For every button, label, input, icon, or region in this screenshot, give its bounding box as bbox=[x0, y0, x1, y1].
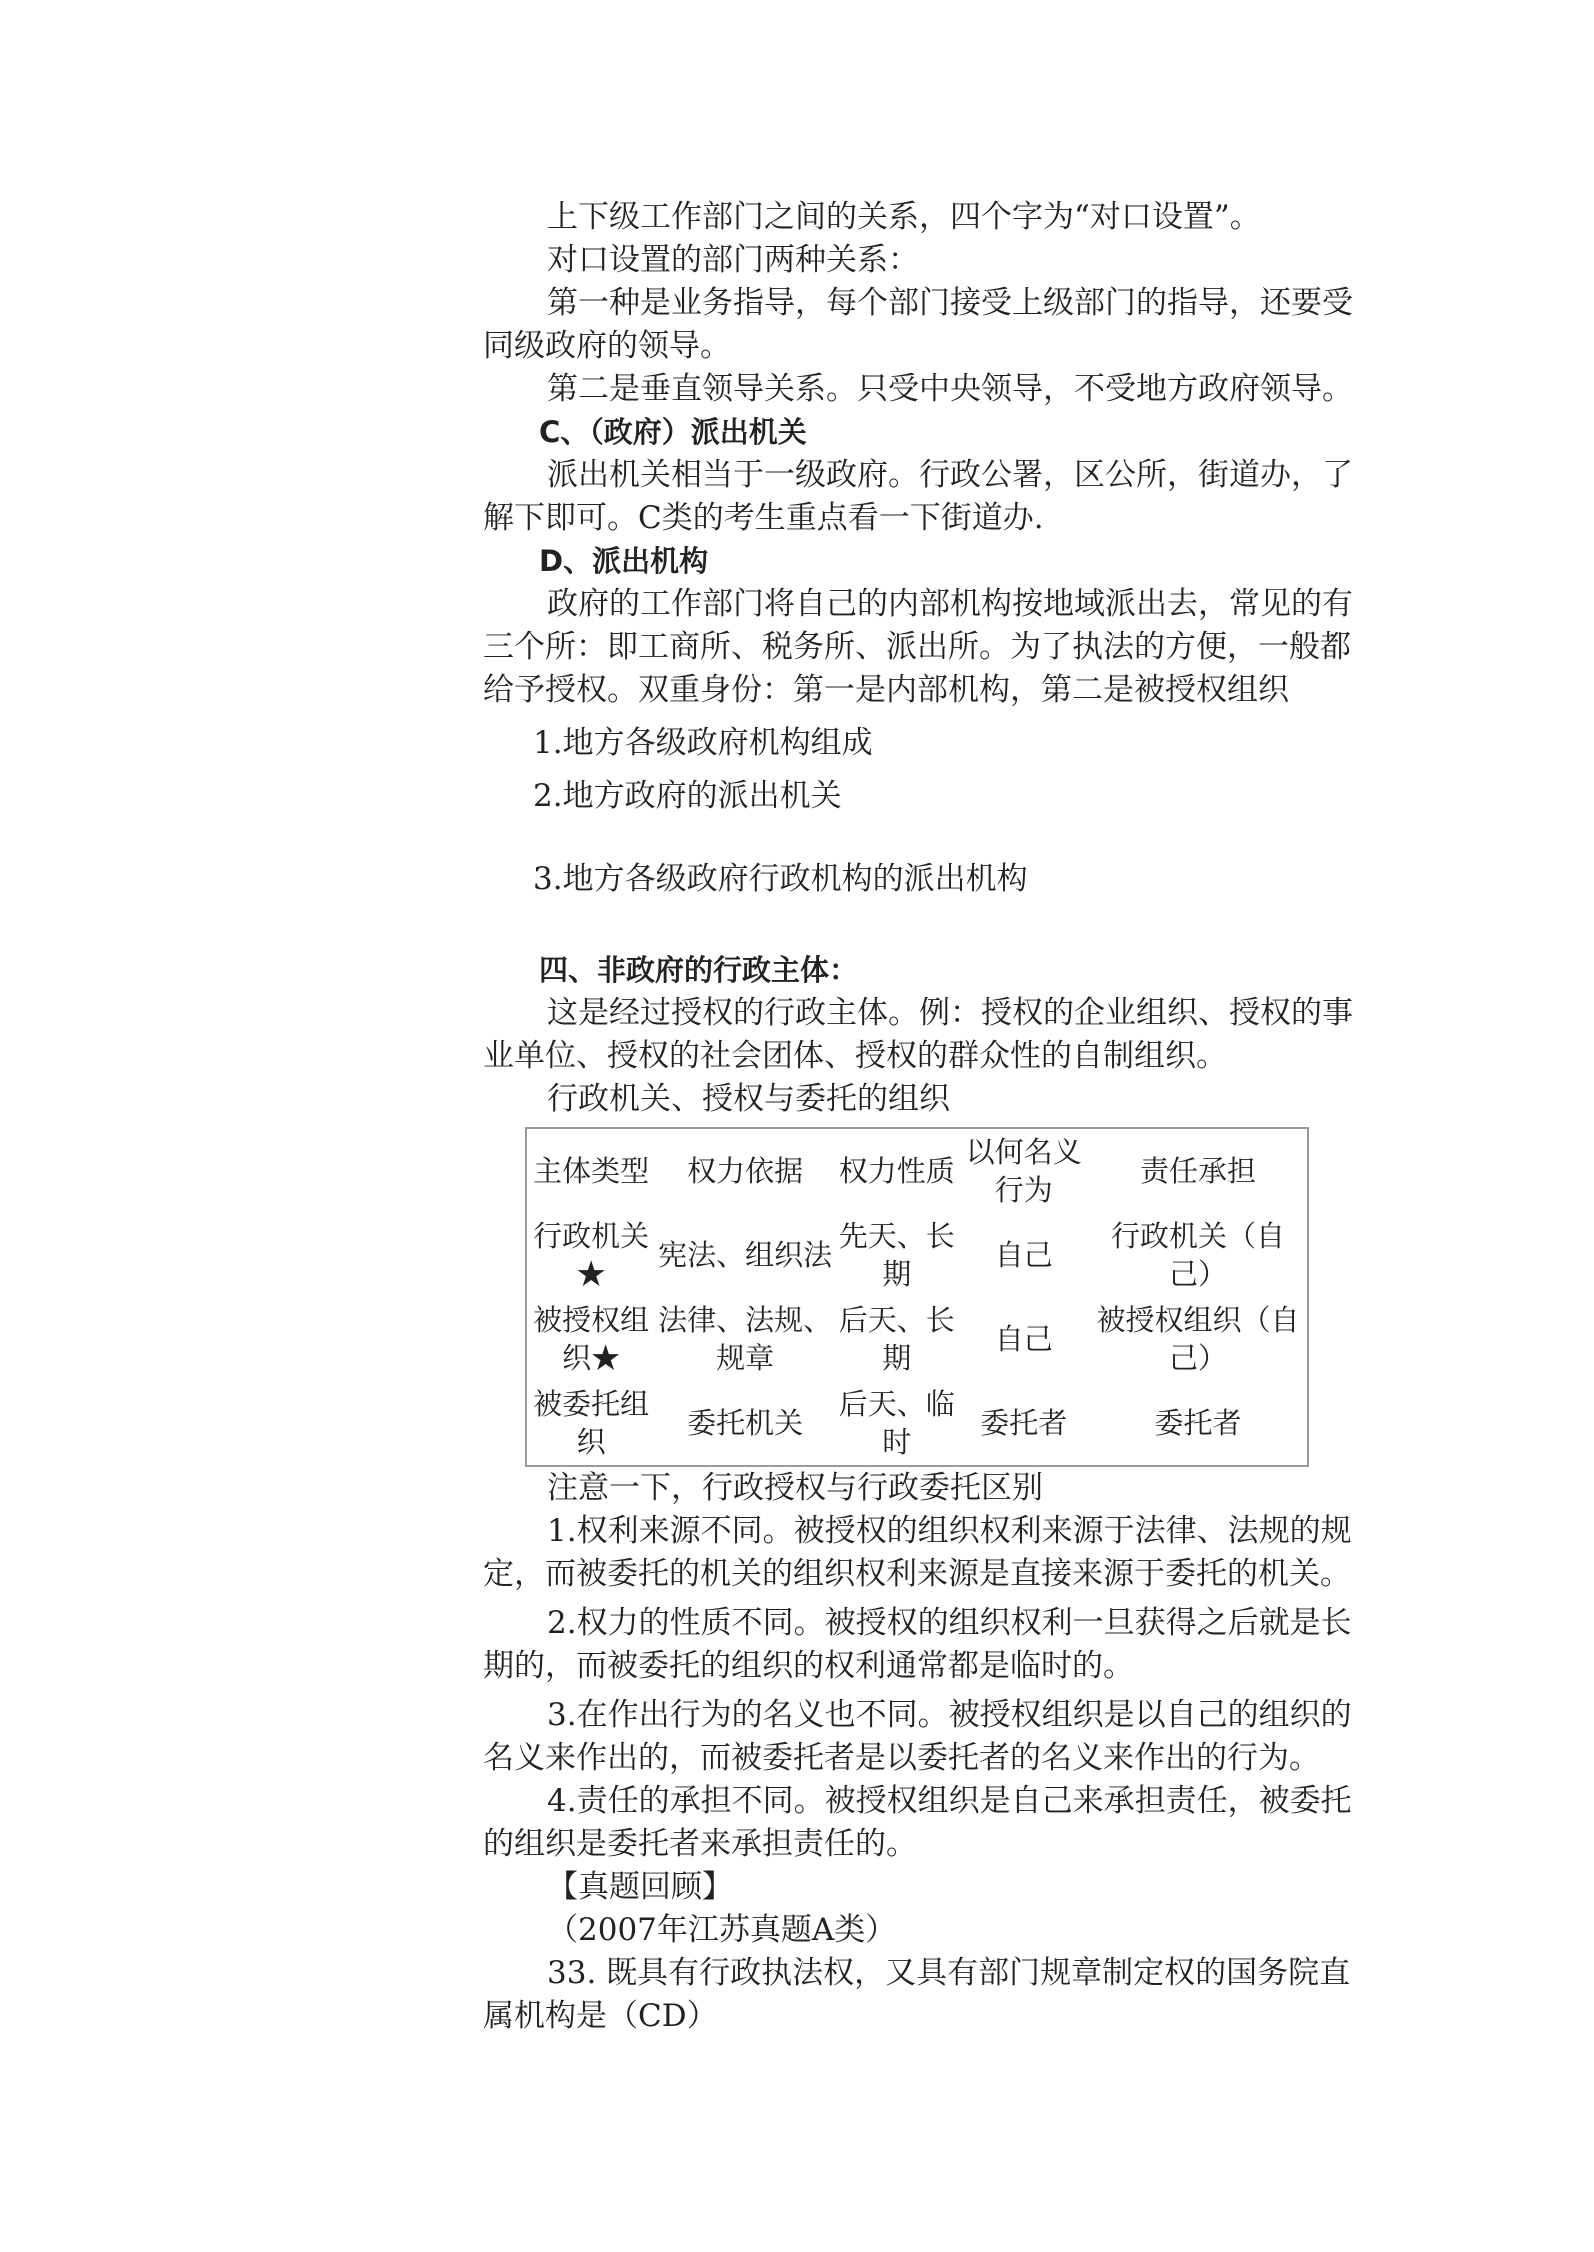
table-header-cell: 责任承担 bbox=[1139, 1154, 1256, 1188]
table-row bbox=[527, 1297, 1307, 1381]
paragraph: 第二是垂直领导关系。只受中央领导，不受地方政府领导。 bbox=[547, 371, 1353, 407]
document-page bbox=[483, 196, 1353, 2038]
table-cell: 被授权组织（自己） bbox=[1096, 1303, 1300, 1375]
review-source: （2007年江苏真题A类） bbox=[547, 1912, 897, 1948]
section-heading-d: D、派出机构 bbox=[539, 544, 709, 578]
table-row bbox=[527, 1213, 1307, 1297]
table-cell: 行政机关（自己） bbox=[1110, 1219, 1285, 1291]
table-header-cell: 以何名义行为 bbox=[965, 1135, 1082, 1207]
table-cell: 先天、长期 bbox=[838, 1219, 955, 1291]
table-header-cell: 权力依据 bbox=[687, 1154, 804, 1188]
table-cell: 法律、法规、规章 bbox=[658, 1303, 833, 1375]
note-item: 2.权力的性质不同。被授权的组织权利一旦获得之后就是长期的，而被委托的组织的权利通常都是临时的。 bbox=[483, 1605, 1352, 1684]
table-cell: 后天、长期 bbox=[838, 1303, 955, 1375]
table-header-cell: 主体类型 bbox=[533, 1154, 650, 1188]
note-item: 1.权利来源不同。被授权的组织权利来源于法律、法规的规定，而被委托的机关的组织权利来源是直接来源于委托的机关。 bbox=[483, 1513, 1352, 1592]
table-cell: 委托者 bbox=[980, 1406, 1068, 1440]
table-caption: 行政机关、授权与委托的组织 bbox=[547, 1081, 950, 1117]
table-cell: 后天、临时 bbox=[838, 1387, 955, 1459]
section-heading-c: C、（政府）派出机关 bbox=[539, 415, 807, 449]
table-row bbox=[527, 1381, 1307, 1465]
list-item: 1.地方各级政府机构组成 bbox=[533, 725, 873, 761]
note-item: 3.在作出行为的名义也不同。被授权组织是以自己的组织的名义来作出的，而被委托者是以委托者的名义来作出的行为。 bbox=[483, 1697, 1352, 1776]
table-header-row bbox=[527, 1129, 1307, 1213]
table-cell: 行政机关★ bbox=[533, 1219, 650, 1291]
table-cell: 自己 bbox=[994, 1322, 1053, 1356]
paragraph: 派出机关相当于一级政府。行政公署，区公所，街道办，了解下即可。C类的考生重点看一下街道办. bbox=[483, 457, 1353, 536]
note-title: 注意一下，行政授权与行政委托区别 bbox=[547, 1470, 1043, 1506]
table-header-cell: 权力性质 bbox=[838, 1154, 955, 1188]
list-item: 3.地方各级政府行政机构的派出机构 bbox=[533, 861, 1028, 897]
note-item: 4.责任的承担不同。被授权组织是自己来承担责任，被委托的组织是委托者来承担责任的。 bbox=[483, 1783, 1352, 1862]
comparison-table bbox=[525, 1127, 1309, 1467]
table-cell: 委托者 bbox=[1154, 1406, 1242, 1440]
paragraph: 上下级工作部门之间的关系，四个字为“对口设置”。 bbox=[547, 199, 1261, 235]
review-heading: 【真题回顾】 bbox=[547, 1869, 733, 1905]
table-cell: 被授权组织★ bbox=[533, 1303, 650, 1375]
table-cell: 被委托组织 bbox=[533, 1387, 650, 1459]
paragraph: 第一种是业务指导，每个部门接受上级部门的指导，还要受同级政府的领导。 bbox=[483, 285, 1353, 364]
table-cell: 委托机关 bbox=[687, 1406, 804, 1440]
table-cell: 自己 bbox=[994, 1238, 1053, 1272]
question-text: 33. 既具有行政执法权，又具有部门规章制定权的国务院直属机构是（CD） bbox=[483, 1955, 1351, 2034]
paragraph: 对口设置的部门两种关系： bbox=[547, 242, 919, 278]
paragraph: 政府的工作部门将自己的内部机构按地域派出去，常见的有三个所：即工商所、税务所、派出所。为了执法的方便，一般都给予授权。双重身份：第一是内部机构，第二是被授权组织 bbox=[483, 586, 1353, 708]
list-item: 2.地方政府的派出机关 bbox=[533, 778, 842, 814]
section-heading-4: 四、非政府的行政主体： bbox=[539, 953, 859, 987]
table-cell: 宪法、组织法 bbox=[658, 1238, 833, 1272]
paragraph: 这是经过授权的行政主体。例：授权的企业组织、授权的事业单位、授权的社会团体、授权的群众性的自制组织。 bbox=[483, 995, 1353, 1074]
